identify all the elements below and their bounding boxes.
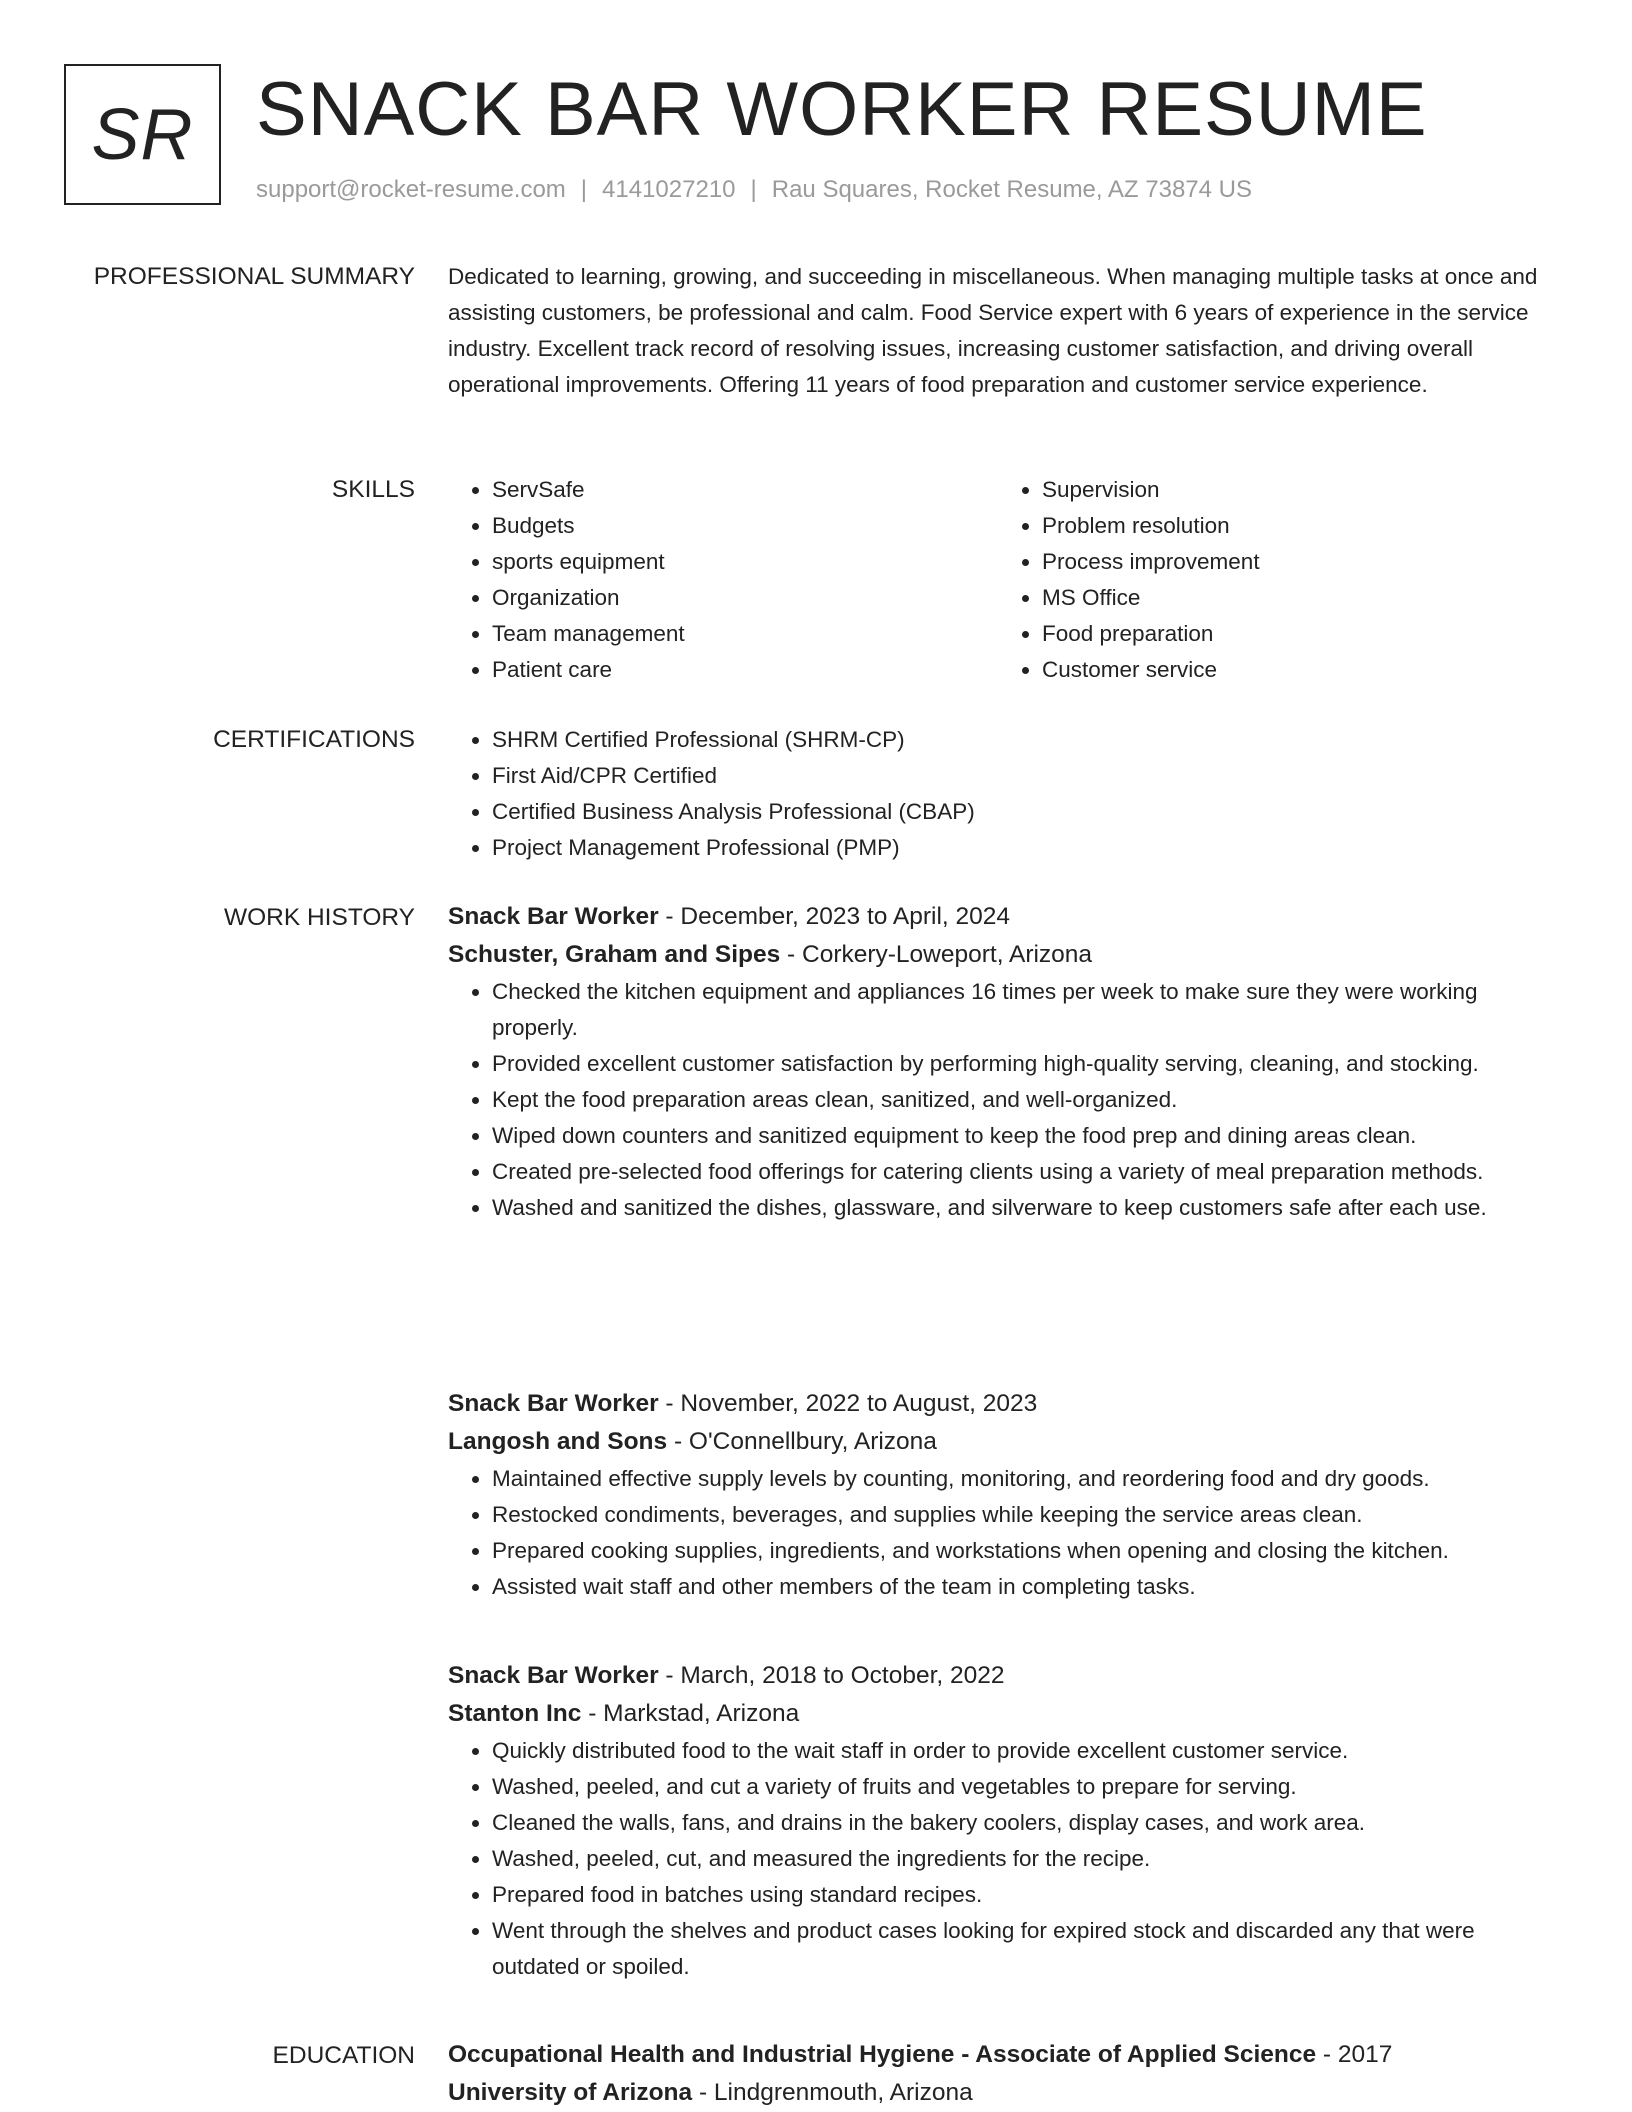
job-title: Snack Bar Worker xyxy=(448,1662,659,1689)
list-item: • Food preparation xyxy=(1042,616,1538,652)
contact-line xyxy=(256,176,1252,204)
summary-section xyxy=(64,259,1568,439)
list-item: • Checked the kitchen equipment and appliances 16 times per week to make sure they were working properly. xyxy=(492,974,1568,1046)
summary-body xyxy=(448,259,1568,403)
job-title: Snack Bar Worker xyxy=(448,903,659,930)
list-item: • Kept the food preparation areas clean, sanitized, and well-organized. xyxy=(492,1082,1568,1118)
certifications-list xyxy=(448,722,1568,866)
list-item: • Prepared food in batches using standard recipes. xyxy=(492,1877,1568,1913)
list-item: • Washed, peeled, and cut a variety of fruits and vegetables to prepare for serving. xyxy=(492,1769,1568,1805)
contact-address: Rau Squares, Rocket Resume, AZ 73874 US xyxy=(771,176,1252,203)
job-dates: - December, 2023 to April, 2024 xyxy=(658,903,1010,930)
list-item: • Team management xyxy=(492,616,988,652)
monogram-badge: SR xyxy=(64,64,221,205)
list-item: • Customer service xyxy=(1042,652,1538,688)
list-item: • Assisted wait staff and other members of the team in completing tasks. xyxy=(492,1569,1568,1605)
job-entry xyxy=(448,1657,1568,1985)
list-item: • Maintained effective supply levels by counting, monitoring, and reordering food and dry goods. xyxy=(492,1461,1568,1497)
job-entry xyxy=(448,898,1568,1226)
list-item: • Budgets xyxy=(492,508,988,544)
education-year: - 2017 xyxy=(1316,2041,1393,2068)
job-title-line xyxy=(448,1657,1568,1695)
list-item: • Cleaned the walls, fans, and drains in the bakery coolers, display cases, and work area. xyxy=(492,1805,1568,1841)
education-body xyxy=(448,2036,1568,2112)
section-label-education: EDUCATION xyxy=(272,2042,415,2069)
contact-separator: | xyxy=(750,176,757,203)
education-school: University of Arizona xyxy=(448,2079,693,2106)
list-item: • sports equipment xyxy=(492,544,988,580)
list-item: • Problem resolution xyxy=(1042,508,1538,544)
list-item: • SHRM Certified Professional (SHRM-CP) xyxy=(492,722,1568,758)
contact-phone[interactable]: 4141027210 xyxy=(602,176,736,203)
section-label-work-history: WORK HISTORY xyxy=(223,904,415,931)
list-item: • Supervision xyxy=(1042,472,1538,508)
job-company-line xyxy=(448,1695,1568,1733)
list-item: • Quickly distributed food to the wait staff in order to provide excellent customer service. xyxy=(492,1733,1568,1769)
job-company: Schuster, Graham and Sipes xyxy=(448,941,781,968)
resume-header xyxy=(64,64,1568,214)
work-history-body xyxy=(448,898,1568,1998)
job-title: Snack Bar Worker xyxy=(448,1390,659,1417)
section-label-certifications: CERTIFICATIONS xyxy=(213,726,415,753)
job-bullets xyxy=(448,974,1568,1226)
list-item: • First Aid/CPR Certified xyxy=(492,758,1568,794)
list-item: • Went through the shelves and product cases looking for expired stock and discarded any that were outdated or spoiled. xyxy=(492,1913,1568,1985)
job-location: - Markstad, Arizona xyxy=(581,1700,800,1727)
job-entry xyxy=(448,1385,1568,1605)
work-history-section xyxy=(64,898,1568,1998)
list-item: • Process improvement xyxy=(1042,544,1538,580)
job-company: Stanton Inc xyxy=(448,1700,582,1727)
skills-list-left xyxy=(448,472,988,688)
list-item: • Provided excellent customer satisfaction by performing high-quality serving, cleaning, and stocking. xyxy=(492,1046,1568,1082)
list-item: • ServSafe xyxy=(492,472,988,508)
job-company-line xyxy=(448,1423,1568,1461)
job-company-line xyxy=(448,936,1568,974)
job-bullets xyxy=(448,1461,1568,1605)
list-item: • Patient care xyxy=(492,652,988,688)
skills-section xyxy=(64,472,1568,692)
skills-column-right xyxy=(998,472,1538,688)
list-item: • Washed and sanitized the dishes, glassware, and silverware to keep customers safe after each use. xyxy=(492,1190,1568,1226)
list-item: • Wiped down counters and sanitized equipment to keep the food prep and dining areas clean. xyxy=(492,1118,1568,1154)
list-item: • Created pre-selected food offerings for catering clients using a variety of meal preparation methods. xyxy=(492,1154,1568,1190)
job-location: - O'Connellbury, Arizona xyxy=(667,1428,937,1455)
education-section xyxy=(64,2036,1568,2112)
job-dates: - March, 2018 to October, 2022 xyxy=(658,1662,1005,1689)
list-item: • Organization xyxy=(492,580,988,616)
resume-title: SNACK BAR WORKER RESUME xyxy=(256,67,1428,152)
list-item: • MS Office xyxy=(1042,580,1538,616)
education-degree: Occupational Health and Industrial Hygiene - Associate of Applied Science xyxy=(448,2041,1317,2068)
certifications-section xyxy=(64,722,1568,872)
job-location: - Corkery-Loweport, Arizona xyxy=(780,941,1093,968)
skills-body xyxy=(448,472,1568,692)
education-school-line xyxy=(448,2074,1568,2112)
education-location: - Lindgrenmouth, Arizona xyxy=(692,2079,973,2106)
list-item: • Restocked condiments, beverages, and supplies while keeping the service areas clean. xyxy=(492,1497,1568,1533)
skills-column-left xyxy=(448,472,988,688)
job-title-line xyxy=(448,898,1568,936)
skills-list-right xyxy=(998,472,1538,688)
job-bullets xyxy=(448,1733,1568,1985)
job-dates: - November, 2022 to August, 2023 xyxy=(658,1390,1038,1417)
job-company: Langosh and Sons xyxy=(448,1428,668,1455)
list-item: • Prepared cooking supplies, ingredients, and workstations when opening and closing the kitchen. xyxy=(492,1533,1568,1569)
section-label-summary: PROFESSIONAL SUMMARY xyxy=(93,263,415,290)
list-item: • Project Management Professional (PMP) xyxy=(492,830,1568,866)
list-item: • Certified Business Analysis Professional (CBAP) xyxy=(492,794,1568,830)
contact-email[interactable]: support@rocket-resume.com xyxy=(256,176,566,203)
certifications-body xyxy=(448,722,1568,866)
education-degree-line xyxy=(448,2036,1568,2074)
contact-separator: | xyxy=(580,176,588,203)
summary-text: Dedicated to learning, growing, and succeeding in miscellaneous. When managing multiple tasks at once and assisting customers, be professional and calm. Food Service expert with 6 years of experience in the service industry. Excellent track record of resolving issues, increasing customer satisfaction, and driving overall operational improvements. Offering 11 years of food preparation and customer service experience. xyxy=(448,264,1538,397)
section-label-skills: SKILLS xyxy=(331,476,415,503)
list-item: • Washed, peeled, cut, and measured the ingredients for the recipe. xyxy=(492,1841,1568,1877)
job-title-line xyxy=(448,1385,1568,1423)
